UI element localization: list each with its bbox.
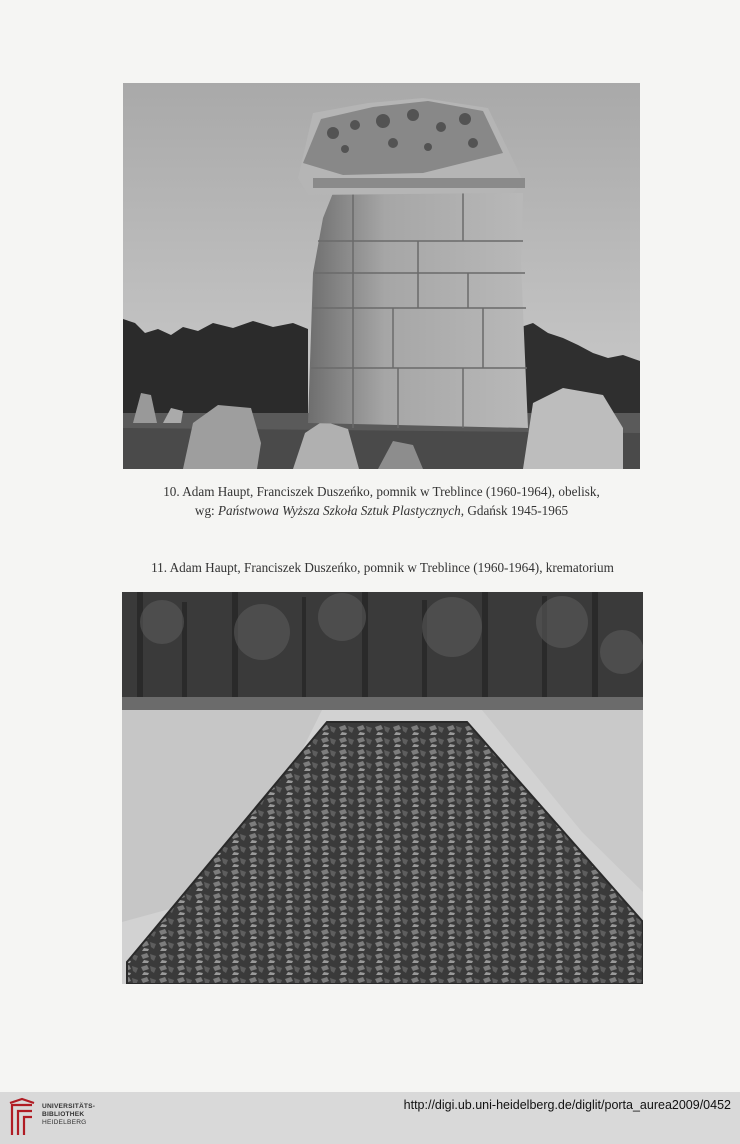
logo-line-1: UNIVERSITÄTS- — [42, 1103, 96, 1110]
figure-10-caption — [123, 482, 640, 520]
figure-11-caption — [110, 558, 655, 577]
library-footer — [0, 1092, 740, 1144]
caption-line: 11. Adam Haupt, Franciszek Duszeńko, pomnik w Treblince (1960-1964), krematorium — [151, 560, 614, 575]
permalink-url[interactable]: http://digi.ub.uni-heidelberg.de/diglit/porta_aurea2009/0452 — [403, 1098, 731, 1112]
caption-prefix: wg: — [194, 503, 218, 518]
caption-italic-title: Państwowa Wyższa Szkoła Sztuk Plastycznych — [218, 503, 461, 518]
caption-line-1: 10. Adam Haupt, Franciszek Duszeńko, pomnik w Treblince (1960-1964), obelisk, — [163, 484, 600, 499]
university-library-logo-icon — [8, 1097, 36, 1137]
logo-line-3: HEIDELBERG — [42, 1119, 87, 1127]
library-logo-text — [42, 1103, 95, 1128]
caption-line-2 — [123, 501, 640, 520]
photo-obelisk — [123, 83, 640, 469]
photo-crematorium — [122, 592, 643, 984]
logo-line-2: BIBLIOTHEK — [42, 1111, 85, 1119]
caption-suffix: , Gdańsk 1945-1965 — [460, 503, 569, 518]
